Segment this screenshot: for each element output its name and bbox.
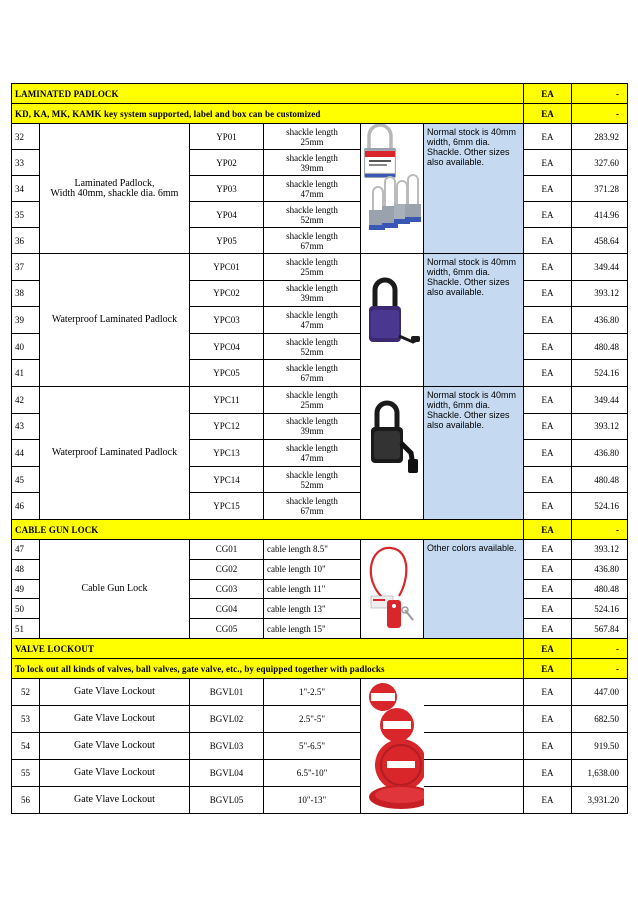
- spec-cell: [264, 176, 361, 202]
- spec-cell: [264, 124, 361, 150]
- row-number: 42: [12, 387, 40, 414]
- spec-line1: shackle length: [286, 230, 338, 241]
- unit-cell: EA: [524, 679, 572, 706]
- unit-cell: EA: [524, 493, 572, 520]
- spec-cell: [264, 202, 361, 228]
- unit-cell: EA: [524, 307, 572, 334]
- spec-cell: [264, 360, 361, 387]
- spec-line1: shackle length: [286, 152, 338, 163]
- price-cell: 480.48: [572, 579, 628, 599]
- price-cell: 327.60: [572, 150, 628, 176]
- spec-line2: 25mm: [300, 399, 324, 410]
- unit-cell: EA: [524, 202, 572, 228]
- spec-cell: cable length 11": [264, 579, 361, 599]
- row-number: 50: [12, 599, 40, 619]
- model-code: BGVL05: [190, 787, 264, 814]
- spec-cell: 1"-2.5": [264, 679, 361, 706]
- model-code: CG04: [190, 599, 264, 619]
- table-row: [12, 124, 628, 150]
- price-cell: 480.48: [572, 466, 628, 493]
- unit-cell: EA: [524, 150, 572, 176]
- spec-cell: [264, 228, 361, 254]
- unit-cell: EA: [524, 176, 572, 202]
- unit-cell: EA: [524, 619, 572, 639]
- spec-line2: 52mm: [300, 214, 324, 225]
- spec-line1: shackle length: [286, 204, 338, 215]
- model-code: YPC12: [190, 413, 264, 440]
- product-name-cell: Gate Vlave Lockout: [40, 706, 190, 733]
- spec-cell: 6.5"-10": [264, 760, 361, 787]
- price-cell: 480.48: [572, 333, 628, 360]
- section-title: LAMINATED PADLOCK: [12, 84, 524, 104]
- table-row: [12, 760, 628, 787]
- price-table: [11, 83, 628, 814]
- unit-cell: EA: [524, 599, 572, 619]
- spec-cell: [264, 413, 361, 440]
- product-name-cell: Gate Vlave Lockout: [40, 787, 190, 814]
- model-code: CG03: [190, 579, 264, 599]
- row-number: 47: [12, 540, 40, 560]
- spec-line1: shackle length: [286, 309, 338, 320]
- unit-cell: EA: [524, 228, 572, 254]
- unit-cell: EA: [524, 413, 572, 440]
- model-code: YPC05: [190, 360, 264, 387]
- product-name-cell: Gate Vlave Lockout: [40, 760, 190, 787]
- product-image-cell: [361, 540, 424, 639]
- row-number: 55: [12, 760, 40, 787]
- row-number: 39: [12, 307, 40, 334]
- spec-cell: [264, 150, 361, 176]
- spec-line1: shackle length: [286, 442, 338, 453]
- unit-cell: EA: [524, 440, 572, 467]
- price-cell: -: [572, 639, 628, 659]
- spec-cell: [264, 254, 361, 281]
- purple-padlock-image: [361, 254, 423, 384]
- price-cell: 524.16: [572, 493, 628, 520]
- spec-cell: cable length 8.5": [264, 540, 361, 560]
- laminated-padlock-image: [361, 124, 423, 242]
- table-row: [12, 679, 628, 706]
- model-code: YPC03: [190, 307, 264, 334]
- spec-line1: shackle length: [286, 363, 338, 374]
- section-header-cable-gun-lock: [12, 520, 628, 540]
- spec-line2: 39mm: [300, 293, 324, 304]
- model-code: YP03: [190, 176, 264, 202]
- row-number: 46: [12, 493, 40, 520]
- price-cell: 283.92: [572, 124, 628, 150]
- spec-line2: 25mm: [300, 136, 324, 147]
- empty-note-cell: [424, 733, 524, 760]
- price-cell: 436.80: [572, 559, 628, 579]
- product-name-cell: Waterproof Laminated Padlock: [40, 387, 190, 520]
- spec-line2: 47mm: [300, 452, 324, 463]
- unit-cell: EA: [524, 254, 572, 281]
- spec-line2: 52mm: [300, 346, 324, 357]
- stock-note: Normal stock is 40mm width, 6mm dia. Shackle. Other sizes also available.: [424, 124, 524, 254]
- model-code: BGVL03: [190, 733, 264, 760]
- spec-line2: 52mm: [300, 479, 324, 490]
- spec-cell: cable length 13": [264, 599, 361, 619]
- section-header-valve-lockout: [12, 639, 628, 659]
- row-number: 56: [12, 787, 40, 814]
- row-number: 43: [12, 413, 40, 440]
- product-image-cell: [361, 254, 424, 387]
- price-cell: -: [572, 659, 628, 679]
- unit-cell: EA: [524, 333, 572, 360]
- price-cell: 524.16: [572, 599, 628, 619]
- section-subtitle: KD, KA, MK, KAMK key system supported, label and box can be customized: [12, 104, 524, 124]
- row-number: 48: [12, 559, 40, 579]
- price-cell: 458.64: [572, 228, 628, 254]
- unit-cell: EA: [524, 706, 572, 733]
- section-subheader-valve: [12, 659, 628, 679]
- empty-note-cell: [424, 706, 524, 733]
- price-cell: 436.80: [572, 440, 628, 467]
- model-code: YPC15: [190, 493, 264, 520]
- row-number: 44: [12, 440, 40, 467]
- row-number: 33: [12, 150, 40, 176]
- spec-line1: shackle length: [286, 256, 338, 267]
- price-cell: 1,638.00: [572, 760, 628, 787]
- model-code: CG05: [190, 619, 264, 639]
- unit-cell: EA: [524, 84, 572, 104]
- black-padlock-image: [361, 387, 423, 517]
- unit-cell: EA: [524, 540, 572, 560]
- product-image-cell: [361, 679, 424, 814]
- price-cell: -: [572, 104, 628, 124]
- spec-line2: 25mm: [300, 266, 324, 277]
- spec-line2: 39mm: [300, 162, 324, 173]
- price-cell: -: [572, 84, 628, 104]
- spec-line1: shackle length: [286, 126, 338, 137]
- price-cell: 393.12: [572, 280, 628, 307]
- product-name-cell: Gate Vlave Lockout: [40, 679, 190, 706]
- product-image-cell: [361, 124, 424, 254]
- product-image-cell: [361, 387, 424, 520]
- section-subheader-key-system: [12, 104, 628, 124]
- empty-note-cell: [424, 760, 524, 787]
- model-code: BGVL01: [190, 679, 264, 706]
- spec-line1: shackle length: [286, 496, 338, 507]
- product-name-line2: Width 40mm, shackle dia. 6mm: [50, 187, 179, 199]
- spec-line1: shackle length: [286, 283, 338, 294]
- price-cell: 447.00: [572, 679, 628, 706]
- table-row: [12, 387, 628, 414]
- unit-cell: EA: [524, 787, 572, 814]
- price-cell: 349.44: [572, 254, 628, 281]
- unit-cell: EA: [524, 466, 572, 493]
- unit-cell: EA: [524, 579, 572, 599]
- price-cell: 393.12: [572, 413, 628, 440]
- model-code: YP02: [190, 150, 264, 176]
- unit-cell: EA: [524, 124, 572, 150]
- unit-cell: EA: [524, 559, 572, 579]
- price-cell: 567.84: [572, 619, 628, 639]
- spec-line2: 47mm: [300, 319, 324, 330]
- model-code: BGVL02: [190, 706, 264, 733]
- row-number: 54: [12, 733, 40, 760]
- row-number: 40: [12, 333, 40, 360]
- row-number: 53: [12, 706, 40, 733]
- price-cell: 414.96: [572, 202, 628, 228]
- price-cell: 682.50: [572, 706, 628, 733]
- unit-cell: EA: [524, 387, 572, 414]
- spec-cell: 5"-6.5": [264, 733, 361, 760]
- price-cell: 524.16: [572, 360, 628, 387]
- spec-line1: shackle length: [286, 389, 338, 400]
- spec-line2: 47mm: [300, 188, 324, 199]
- model-code: YPC11: [190, 387, 264, 414]
- row-number: 52: [12, 679, 40, 706]
- product-name-cell: [40, 124, 190, 254]
- unit-cell: EA: [524, 360, 572, 387]
- spec-cell: [264, 307, 361, 334]
- spec-line2: 67mm: [300, 506, 324, 517]
- stock-note: Normal stock is 40mm width, 6mm dia. Shackle. Other sizes also available.: [424, 254, 524, 387]
- stock-note: Other colors available.: [424, 540, 524, 639]
- spec-cell: cable length 15": [264, 619, 361, 639]
- model-code: YP05: [190, 228, 264, 254]
- model-code: CG02: [190, 559, 264, 579]
- price-cell: 393.12: [572, 540, 628, 560]
- row-number: 34: [12, 176, 40, 202]
- model-code: BGVL04: [190, 760, 264, 787]
- price-cell: 919.50: [572, 733, 628, 760]
- cable-gun-lock-image: [361, 540, 423, 636]
- spec-cell: [264, 387, 361, 414]
- unit-cell: EA: [524, 520, 572, 540]
- spec-line2: 67mm: [300, 240, 324, 251]
- unit-cell: EA: [524, 639, 572, 659]
- unit-cell: EA: [524, 280, 572, 307]
- stock-note: Normal stock is 40mm width, 6mm dia. Shackle. Other sizes also available.: [424, 387, 524, 520]
- product-name-line1: Laminated Padlock,: [74, 177, 155, 189]
- model-code: YP01: [190, 124, 264, 150]
- unit-cell: EA: [524, 733, 572, 760]
- section-subtitle: To lock out all kinds of valves, ball valves, gate valve, etc., by equipped together with padlocks: [12, 659, 524, 679]
- model-code: YPC14: [190, 466, 264, 493]
- spec-cell: [264, 493, 361, 520]
- model-code: YPC02: [190, 280, 264, 307]
- product-name-cell: Waterproof Laminated Padlock: [40, 254, 190, 387]
- section-title: CABLE GUN LOCK: [12, 520, 524, 540]
- row-number: 51: [12, 619, 40, 639]
- row-number: 45: [12, 466, 40, 493]
- unit-cell: EA: [524, 760, 572, 787]
- section-title: VALVE LOCKOUT: [12, 639, 524, 659]
- unit-cell: EA: [524, 104, 572, 124]
- table-row: [12, 254, 628, 281]
- spec-line1: shackle length: [286, 416, 338, 427]
- product-name-cell: Gate Vlave Lockout: [40, 733, 190, 760]
- row-number: 41: [12, 360, 40, 387]
- spec-cell: 2.5"-5": [264, 706, 361, 733]
- spec-line1: shackle length: [286, 178, 338, 189]
- table-row: [12, 787, 628, 814]
- unit-cell: EA: [524, 659, 572, 679]
- spec-line2: 39mm: [300, 426, 324, 437]
- model-code: YPC13: [190, 440, 264, 467]
- spec-line1: shackle length: [286, 469, 338, 480]
- spec-cell: [264, 333, 361, 360]
- gate-valve-lockout-image: [361, 679, 424, 811]
- price-cell: 436.80: [572, 307, 628, 334]
- price-cell: 371.28: [572, 176, 628, 202]
- row-number: 32: [12, 124, 40, 150]
- model-code: YPC01: [190, 254, 264, 281]
- product-name-cell: Cable Gun Lock: [40, 540, 190, 639]
- row-number: 35: [12, 202, 40, 228]
- spec-cell: [264, 466, 361, 493]
- spec-cell: cable length 10": [264, 559, 361, 579]
- table-row: [12, 540, 628, 560]
- row-number: 37: [12, 254, 40, 281]
- price-cell: -: [572, 520, 628, 540]
- section-header-laminated-padlock: [12, 84, 628, 104]
- model-code: YP04: [190, 202, 264, 228]
- empty-note-cell: [424, 787, 524, 814]
- empty-note-cell: [424, 679, 524, 706]
- table-row: [12, 733, 628, 760]
- spec-line1: shackle length: [286, 336, 338, 347]
- price-cell: 349.44: [572, 387, 628, 414]
- price-cell: 3,931.20: [572, 787, 628, 814]
- spec-cell: [264, 440, 361, 467]
- spec-cell: [264, 280, 361, 307]
- row-number: 36: [12, 228, 40, 254]
- row-number: 38: [12, 280, 40, 307]
- model-code: YPC04: [190, 333, 264, 360]
- spec-cell: 10"-13": [264, 787, 361, 814]
- row-number: 49: [12, 579, 40, 599]
- spec-line2: 67mm: [300, 373, 324, 384]
- table-row: [12, 706, 628, 733]
- model-code: CG01: [190, 540, 264, 560]
